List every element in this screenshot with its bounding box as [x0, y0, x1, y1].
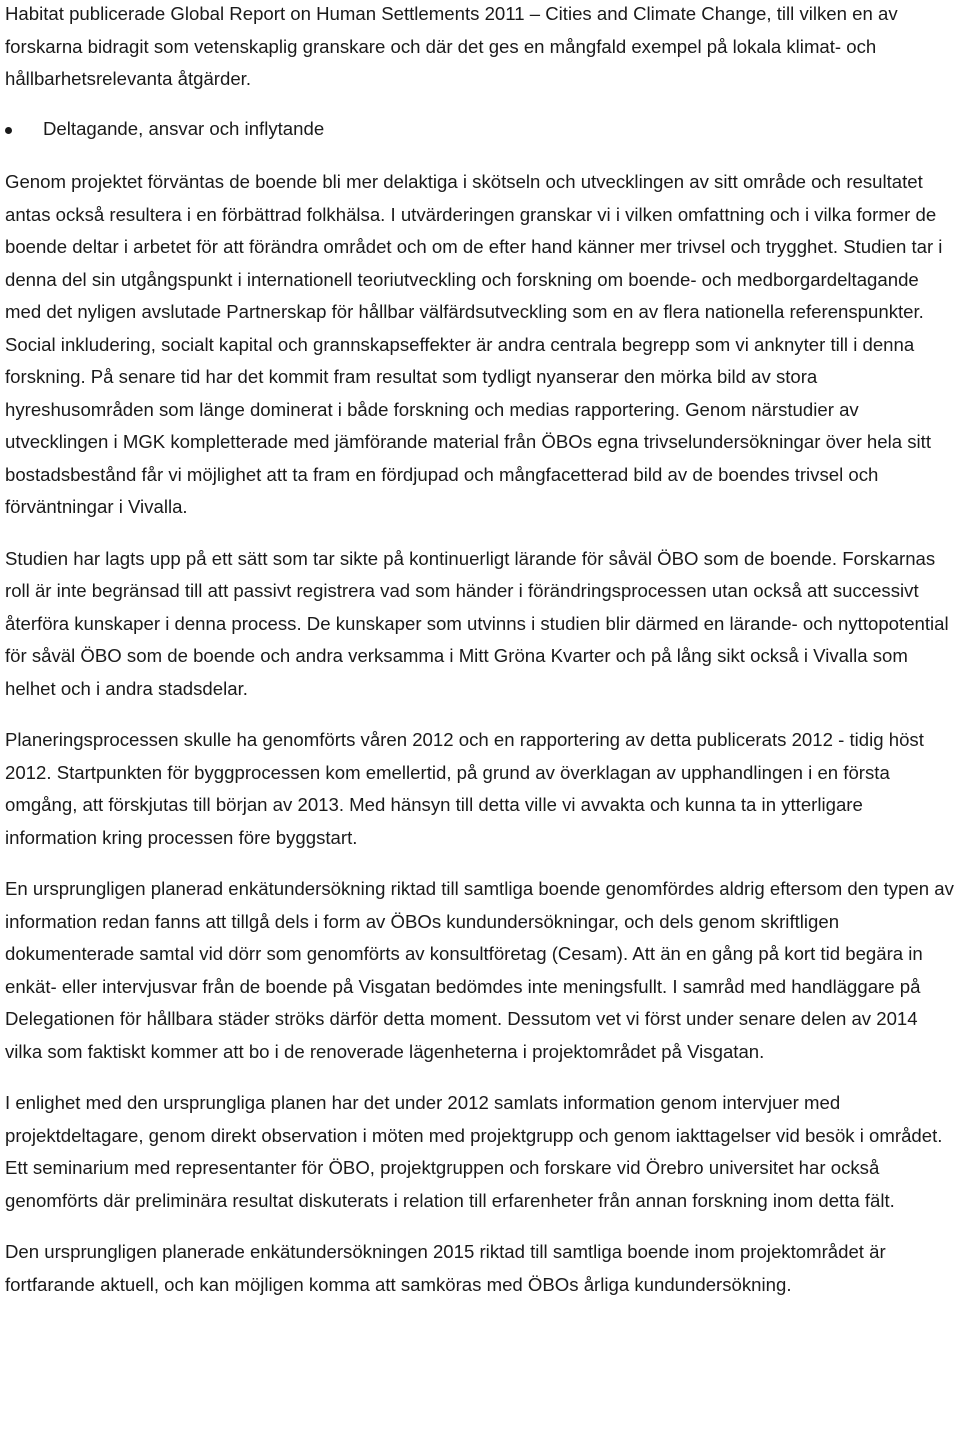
bullet-dot-icon — [5, 127, 12, 134]
document-page — [5, 0, 955, 1301]
paragraph-future-survey: Den ursprungligen planerade enkätundersökningen 2015 riktad till samtliga boende inom projektområdet är fortfarande aktuell, och kan möjligen komma att samköras med ÖBOs årliga kundundersökning. — [5, 1241, 886, 1295]
paragraph-information: I enlighet med den ursprungliga planen har det under 2012 samlats information genom intervjuer med projektdeltagare, genom direkt observation i möten med projektgrupp och genom iakttagelser vid besök i området. Ett seminarium med representanter för ÖBO, projektgruppen och forskare vid Örebro universitet har också genomförts där preliminära resultat diskuterats i relation till erfarenheter från annan forskning inom detta fält. — [5, 1092, 943, 1211]
bullet-label: Deltagande, ansvar och inflytande — [43, 117, 325, 139]
paragraph-participation: Genom projektet förväntas de boende bli mer delaktiga i skötseln och utvecklingen av sitt område och resultatet antas också resultera i en förbättrad folkhälsa. I utvärderingen granskar vi i vilken omfattning och i vilka former de boende deltar i arbetet för att förändra området och om de efter hand känner mer trivsel och trygghet. Studien tar i denna del sin utgångspunkt i internationell teoriutveckling och forskning om boende- och medborgardeltagande med det nyligen avslutade Partnerskap för hållbar välfärdsutveckling som en av flera nationella referenspunkter. Social inkludering, socialt kapital och grannskapseffekter är andra centrala begrepp som vi anknyter till i denna forskning. På senare tid har det kommit fram resultat som tydligt nyanserar den mörka bild av stora hyreshusområden som länge dominerat i både forskning och medias rapportering. Genom närstudier av utvecklingen i MGK kompletterade med jämförande material från ÖBOs egna trivselundersökningar över hela sitt bostadsbestånd får vi möjlighet att ta fram en fördjupad och mångfacetterad bild av de boendes trivsel och förväntningar i Vivalla. — [5, 171, 943, 517]
bullet-item — [5, 113, 955, 146]
paragraph-intro: Habitat publicerade Global Report on Human Settlements 2011 – Cities and Climate Change, till vilken en av forskarna bidragit som vetenskaplig granskare och där det ges en mångfald exempel på lokala klimat- och hållbarhetsrelevanta åtgärder. — [5, 3, 898, 89]
paragraph-study-design: Studien har lagts upp på ett sätt som tar sikte på kontinuerligt lärande för såväl ÖBO som de boende. Forskarnas roll är inte begränsad till att passivt registrera vad som händer i förändringsprocessen utan också att successivt återföra kunskaper i denna process. De kunskaper som utvinns i studien blir därmed en lärande- och nyttopotential för såväl ÖBO som de boende och andra verksamma i Mitt Gröna Kvarter och på lång sikt också i Vivalla som helhet och i andra stadsdelar. — [5, 547, 949, 699]
paragraph-survey: En ursprungligen planerad enkätundersökning riktad till samtliga boende genomfördes aldrig eftersom den typen av information redan fanns att tillgå dels i form av ÖBOs kundundersökningar, och dels genom skriftligen dokumenterade samtal vid dörr som genomförts av konsultföretag (Cesam). Att än en gång på kort tid begära in enkät- eller intervjusvar från de boende på Visgatan bedömdes inte meningsfullt. I samråd med handläggare på Delegationen för hållbara städer ströks därför detta moment. Dessutom vet vi först under senare delen av 2014 vilka som faktiskt kommer att bo i de renoverade lägenheterna i projektområdet på Visgatan. — [5, 878, 954, 1062]
paragraph-planning: Planeringsprocessen skulle ha genomförts våren 2012 och en rapportering av detta publicerats 2012 - tidig höst 2012. Startpunkten för byggprocessen kom emellertid, på grund av överklagan av upphandlingen i en första omgång, att förskjutas till början av 2013. Med hänsyn till detta ville vi avvakta och kunna ta in ytterligare information kring processen före byggstart. — [5, 729, 924, 848]
